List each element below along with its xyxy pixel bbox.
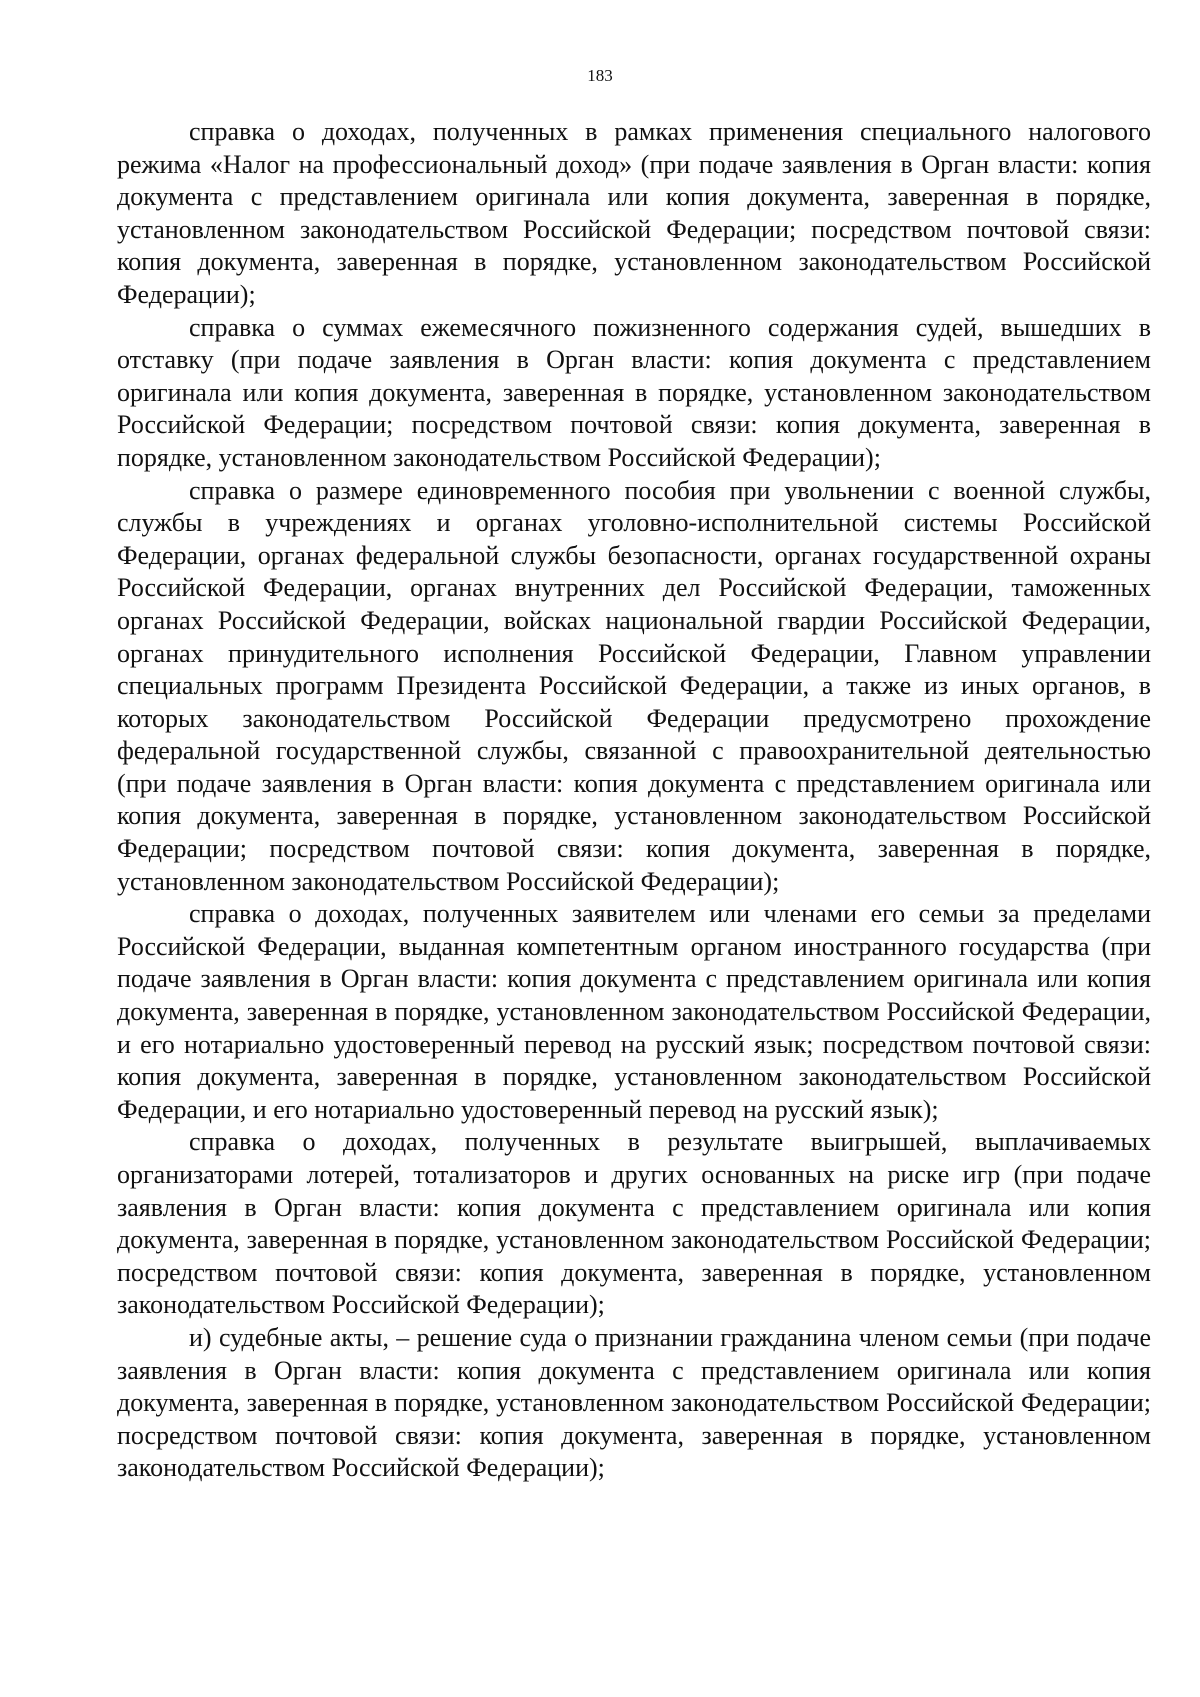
- paragraph-income-professional-tax: справка о доходах, полученных в рамках применения специального налогового режима «Налог на профессиональный доход» (при подаче заявления в Орган власти: копия документа с представлением оригинала или копия документа, заверенная в порядке, установленном законодательством Российской Федерации; посредством почтовой связи: копия документа, заверенная в порядке, установленном законодательством Российской Федерации);: [117, 117, 1151, 309]
- page-number: 183: [587, 66, 613, 85]
- paragraph-court-acts: и) судебные акты, – решение суда о признании гражданина членом семьи (при подаче заявления в Орган власти: копия документа с представлением оригинала или копия документа, заверенная в порядке, установленном законодательством Российской Федерации; посредством почтовой связи: копия документа, заверенная в порядке, установленном законодательством Российской Федерации);: [117, 1322, 1151, 1483]
- document-body: [117, 116, 1151, 1485]
- paragraph-lottery-winnings: справка о доходах, полученных в результате выигрышей, выплачиваемых организаторами лотерей, тотализаторов и других основанных на риске игр (при подаче заявления в Орган власти: копия документа с представлением оригинала или копия документа, заверенная в порядке, установленном законодательством Российской Федерации; посредством почтовой связи: копия документа, заверенная в порядке, установленном законодательством Российской Федерации);: [117, 1127, 1151, 1320]
- paragraph-severance-benefit: справка о размере единовременного пособия при увольнении с военной службы, службы в учреждениях и органах уголовно-исполнительной системы Российской Федерации, органах федеральной службы безопасности, органах государственной охраны Российской Федерации, органах внутренних дел Российской Федерации, таможенных органах Российской Федерации, войсках национальной гвардии Российской Федерации, органах принудительного исполнения Российской Федерации, Главном управлении специальных программ Президента Российской Федерации, а также из иных органов, в которых законодательством Российской Федерации предусмотрено прохождение федеральной государственной службы, связанной с правоохранительной деятельностью (при подаче заявления в Орган власти: копия документа с представлением оригинала или копия документа, заверенная в порядке, установленном законодательством Российской Федерации; посредством почтовой связи: копия документа, заверенная в порядке, установленном законодательством Российской Федерации);: [117, 475, 1151, 896]
- paragraph-retired-judges-allowance: справка о суммах ежемесячного пожизненного содержания судей, вышедших в отставку (при подаче заявления в Орган власти: копия документа с представлением оригинала или копия документа, заверенная в порядке, установленном законодательством Российской Федерации; посредством почтовой связи: копия документа, заверенная в порядке, установленном законодательством Российской Федерации);: [117, 312, 1151, 472]
- paragraph-foreign-income: справка о доходах, полученных заявителем или членами его семьи за пределами Российской Федерации, выданная компетентным органом иностранного государства (при подаче заявления в Орган власти: копия документа с представлением оригинала или копия документа, заверенная в порядке, установленном законодательством Российской Федерации, и его нотариально удостоверенный перевод на русский язык; посредством почтовой связи: копия документа, заверенная в порядке, установленном законодательством Российской Федерации, и его нотариально удостоверенный перевод на русский язык);: [117, 899, 1151, 1124]
